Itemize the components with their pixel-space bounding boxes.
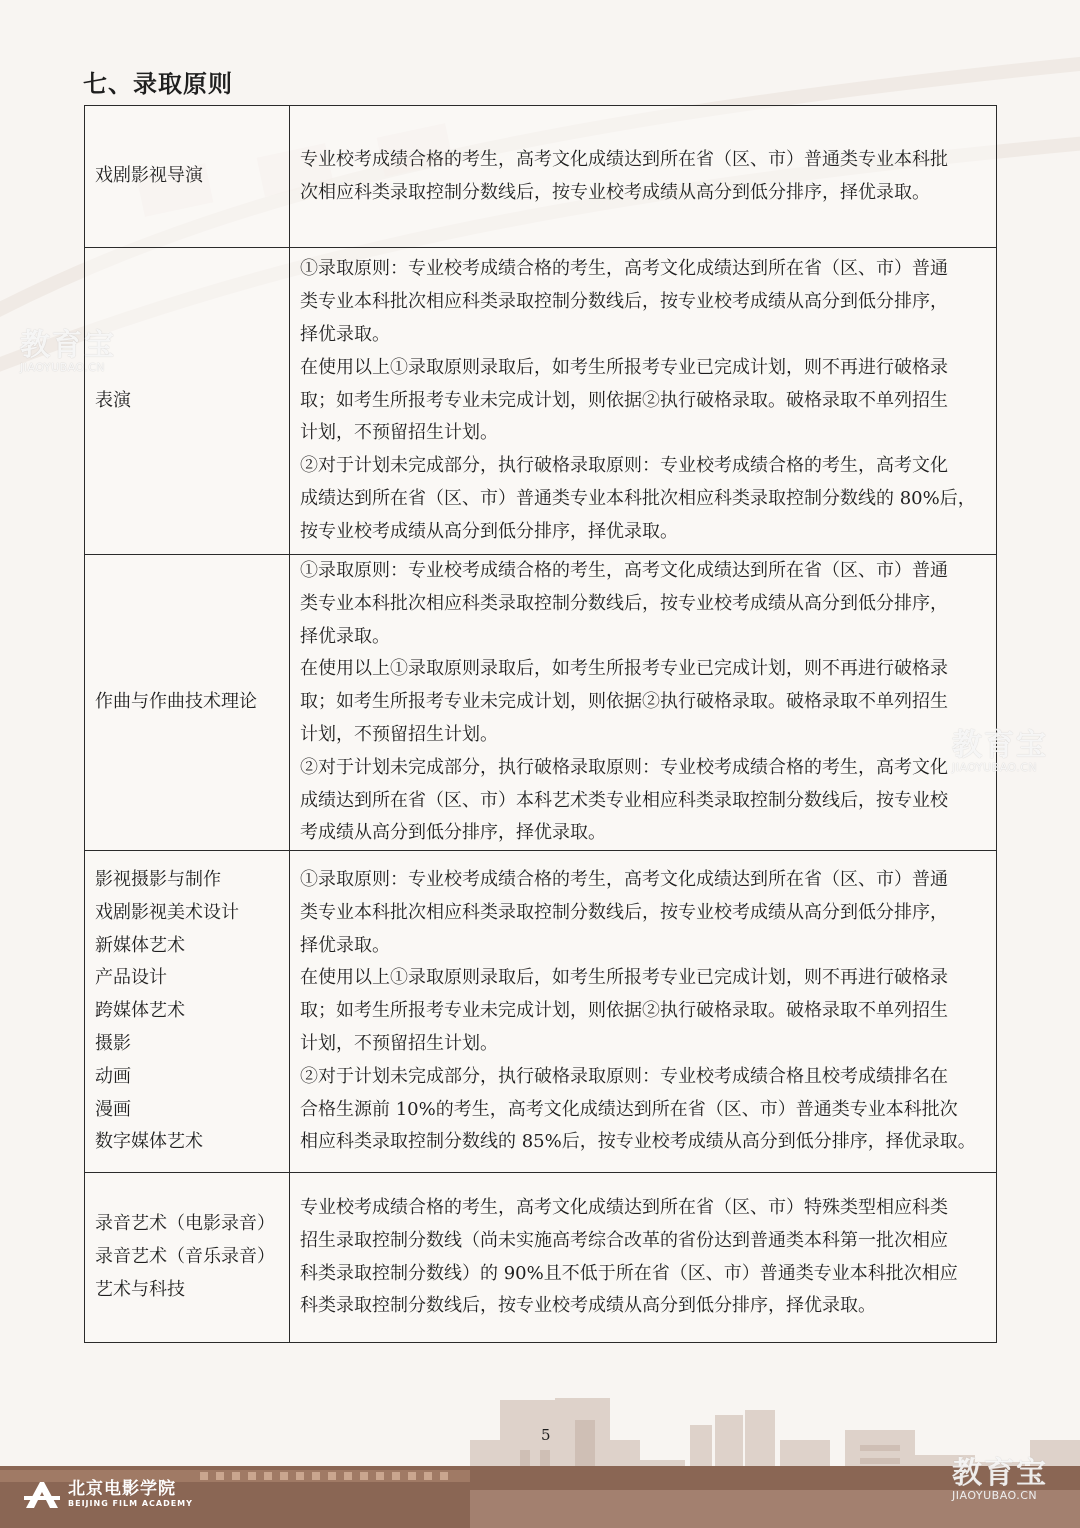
rule-line: 考成绩从高分到低分排序，择优录取。 [300,822,606,844]
rule-line: 类专业本科批次相应科类录取控制分数线后，按专业校考成绩从高分到低分排序， [300,291,948,313]
rule-line: 次相应科类录取控制分数线后，按专业校考成绩从高分到低分排序，择优录取。 [300,181,930,203]
rule-line: 成绩达到所在省（区、市）本科艺术类专业相应科类录取控制分数线后，按专业校 [300,789,948,811]
major-name: 表演 [95,389,131,411]
rule-line: ②对于计划未完成部分，执行破格录取原则：专业校考成绩合格的考生，高考文化 [300,455,948,477]
rule-line: 类专业本科批次相应科类录取控制分数线后，按专业校考成绩从高分到低分排序， [300,901,948,923]
major-name: 摄影 [95,1033,131,1055]
watermark [952,730,1048,774]
major-name: 影视摄影与制作 [95,869,221,891]
table-row [85,555,997,851]
page-number: 5 [541,1426,551,1444]
rule-cell [290,851,997,1173]
watermark [20,330,116,374]
table-row [85,248,997,555]
academy-emblem-icon [22,1478,62,1510]
watermark-text: 教育宝 [952,728,1048,763]
rule-line: 取；如考生所报考专业未完成计划，则依据②执行破格录取。破格录取不单列招生 [300,389,948,411]
table-row [85,1173,997,1343]
major-name: 跨媒体艺术 [95,1000,185,1022]
rule-line: 专业校考成绩合格的考生，高考文化成绩达到所在省（区、市）特殊类型相应科类 [300,1197,948,1219]
rule-line: 按专业校考成绩从高分到低分排序，择优录取。 [300,520,678,542]
rule-line: 成绩达到所在省（区、市）普通类专业本科批次相应科类录取控制分数线的 80%后， [300,487,976,509]
table-row [85,106,997,248]
rule-line: ①录取原则：专业校考成绩合格的考生，高考文化成绩达到所在省（区、市）普通 [300,869,948,891]
admission-rules-table [84,105,997,1343]
watermark-text: 教育宝 [952,1456,1048,1491]
academy-name: 北京电影学院 [68,1479,176,1499]
rule-line: 在使用以上①录取原则录取后，如考生所报考专业已完成计划，则不再进行破格录 [300,658,948,680]
rule-line: 计划，不预留招生计划。 [300,422,498,444]
rule-line: 取；如考生所报考专业未完成计划，则依据②执行破格录取。破格录取不单列招生 [300,1000,948,1022]
rule-line: 科类录取控制分数线）的 90%且不低于所在省（区、市）普通类专业本科批次相应 [300,1262,958,1284]
rule-line: 专业校考成绩合格的考生，高考文化成绩达到所在省（区、市）普通类专业本科批 [300,148,948,170]
rule-line: 择优录取。 [300,934,390,956]
major-name: 戏剧影视导演 [95,165,203,187]
rule-line: 科类录取控制分数线后，按专业校考成绩从高分到低分排序，择优录取。 [300,1295,876,1317]
major-cell [85,1173,290,1343]
rule-line: ①录取原则：专业校考成绩合格的考生，高考文化成绩达到所在省（区、市）普通 [300,560,948,581]
major-name: 录音艺术（电影录音） [95,1213,275,1235]
rule-line: 招生录取控制分数线（尚未实施高考综合改革的省份达到普通类本科第一批次相应 [300,1229,948,1251]
major-name: 艺术与科技 [95,1279,185,1301]
major-name: 漫画 [95,1098,131,1120]
major-name: 动画 [95,1065,131,1087]
rule-cell [290,248,997,555]
rule-line: 在使用以上①录取原则录取后，如考生所报考专业已完成计划，则不再进行破格录 [300,967,948,989]
rule-line: 相应科类录取控制分数线的 85%后，按专业校考成绩从高分到低分排序，择优录取。 [300,1131,976,1153]
rule-cell [290,1173,997,1343]
rule-line: 在使用以上①录取原则录取后，如考生所报考专业已完成计划，则不再进行破格录 [300,356,948,378]
rule-line: 计划，不预留招生计划。 [300,723,498,745]
rule-cell [290,106,997,248]
rule-cell [290,555,997,851]
major-name: 数字媒体艺术 [95,1131,203,1153]
major-name: 新媒体艺术 [95,934,185,956]
major-name: 戏剧影视美术设计 [95,901,239,923]
rule-line: ②对于计划未完成部分，执行破格录取原则：专业校考成绩合格且校考成绩排名在 [300,1065,948,1087]
watermark-text: 教育宝 [20,328,116,363]
rule-line: 计划，不预留招生计划。 [300,1033,498,1055]
rule-line: 择优录取。 [300,324,390,345]
rule-line: ②对于计划未完成部分，执行破格录取原则：专业校考成绩合格的考生，高考文化 [300,756,948,778]
academy-logo [22,1478,193,1510]
major-name: 录音艺术（音乐录音） [95,1246,275,1268]
watermark-url: JIAOYUBAO.CN [952,761,1038,774]
watermark [952,1458,1048,1502]
rule-line: 合格生源前 10%的考生，高考文化成绩达到所在省（区、市）普通类专业本科批次 [300,1098,958,1120]
major-cell [85,248,290,555]
section-heading: 七、录取原则 [83,70,233,98]
rule-line: 择优录取。 [300,625,390,647]
rule-line: ①录取原则：专业校考成绩合格的考生，高考文化成绩达到所在省（区、市）普通 [300,258,948,280]
academy-name-en: BEIJING FILM ACADEMY [68,1499,193,1508]
watermark-url: JIAOYUBAO.CN [952,1489,1038,1502]
major-name: 作曲与作曲技术理论 [95,691,257,713]
table-row [85,851,997,1173]
rule-line: 取；如考生所报考专业未完成计划，则依据②执行破格录取。破格录取不单列招生 [300,691,948,713]
major-cell [85,851,290,1173]
major-cell [85,555,290,851]
watermark-url: JIAOYUBAO.CN [20,361,106,374]
major-cell [85,106,290,248]
major-name: 产品设计 [95,967,167,989]
rule-line: 类专业本科批次相应科类录取控制分数线后，按专业校考成绩从高分到低分排序， [300,592,948,614]
